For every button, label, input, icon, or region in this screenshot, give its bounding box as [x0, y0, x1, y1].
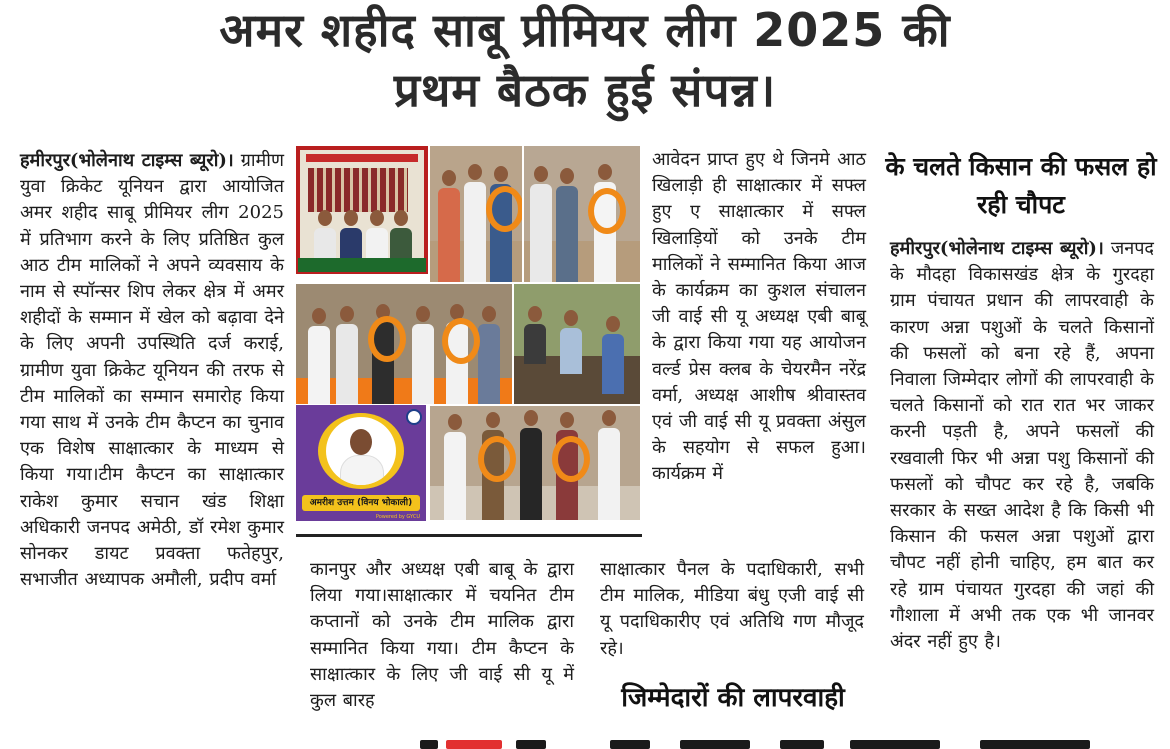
dateline: हमीरपुर(भोलेनाथ टाइम्स ब्यूरो)। — [20, 150, 234, 171]
portrait-tag: Powered by GYCU — [375, 514, 420, 520]
ceremony-photo — [430, 146, 522, 282]
headline — [20, 0, 1150, 120]
side-article-headline: के चलते किसान की फसल हो रही चौपट — [885, 152, 1157, 219]
logo-icon — [406, 409, 422, 425]
divider — [296, 534, 642, 537]
portrait-card — [296, 405, 426, 521]
article-column-1 — [20, 148, 284, 593]
ceremony-photo — [524, 146, 640, 282]
portrait-name: अमरीश उत्तम (विनय भोकाली) — [302, 495, 420, 511]
dateline: हमीरपुर(भोलेनाथ टाइम्स ब्यूरो)। — [890, 238, 1104, 259]
article-text: आवेदन प्राप्त हुए थे जिनमे आठ खिलाड़ी ही साक्षात्कार में सफ्ल हुए ए साक्षात्कार में सफ्ल खिलाड़ियों को उनके टीम मालिकों ने सम्मानित किया आज के कार्यक्रम का कुशल संचालन जी वाई सी यू अध्यक्ष एबी बाबू के द्वारा किया गया यह आयोजन वर्ल्ड प्रेस क्लब के चेयरमैन नरेंद्र वर्मा, अध्यक्ष आशीष श्रीवास्तव एवं जी वाई सी यू प्रवक्ता अंसुल के सहयोग से सफल हुआ। कार्यक्रम में — [652, 149, 866, 485]
banner-photo — [296, 146, 428, 274]
article-column-3 — [652, 147, 866, 488]
article-text: ग्रामीण युवा क्रिकेट यूनियन द्वारा आयोजित अमर शहीद साबू प्रीमियर लीग 2025 में प्रतिभाग करने के लिए प्रतिष्ठित कुल आठ टीम मालिकों ने अपने व्यवसाय के नाम से स्पॉन्सर शिप लेकर क्षेत्र में अमर शहीदों के सम्मान में खेल को बढ़ावा देने के लिए अपनी उपस्थिति दर्ज कराई, ग्रामीण युवा क्रिकेट यूनियन की तरफ से टीम मालिकों का सम्मान समारोह किया गया साथ में उनके टीम कैप्टन का चुनाव एक विशेष साक्षात्कार के माध्यम से किया गया।टीम कैप्टन का साक्षात्कार राकेश कुमार सचान खंड शिक्षा अधिकारी जनपद अमेठी, डॉ रमेश कुमार सोनकर डायट प्रवक्ता फतेहपुर, सभाजीत अध्यापक अमौली, प्रदीप वर्मा — [20, 150, 284, 591]
subheading-negligence: जिम्मेदारों की लापरवाही — [621, 683, 845, 713]
next-headline-cutoff — [420, 738, 1120, 749]
article-column-3-continued — [600, 557, 864, 662]
article-text: साक्षात्कार पैनल के पदाधिकारी, सभी टीम मालिक, मीडिया बंधु एजी वाई सी यू पदाधिकारीए एवं अतिथि गण मौजूद रहे। — [600, 559, 864, 659]
ceremony-photo — [296, 284, 512, 404]
ceremony-photo — [430, 406, 640, 520]
article-text: कानपुर और अध्यक्ष एबी बाबू के द्वारा लिया गया।साक्षात्कार में चयनित टीम कप्तानों को उनके टीम मालिक द्वारा सम्मानित किया गया। टीम कैप्टन के साक्षात्कार के लिए जी वाई सी यू में कुल बारह — [310, 559, 574, 712]
headline-line-2: प्रथम बैठक हुई संपन्न। — [393, 63, 777, 117]
planting-photo — [514, 284, 640, 404]
article-text: जनपद के मौदहा विकासखंड क्षेत्र के गुरदहा ग्राम पंचायत प्रधान की लापरवाही के कारण अन्ना पशुओं के चलते किसानों की फसलों को बना रहे हैं, अपना निवाला जिम्मेदार लोगों की लापरवाही के चलते किसानों को रात रात भर जाकर करनी पड़ती है, अपने फसलों की रखवाली फिर भी अन्ना पशु किसानों की फसलों को चौपट कर रहे है, जबकि सरकार के सख्त आदेश है कि किसी भी किसान की फसल अन्ना पशुओं द्वारा चौपट नहीं होनी चाहिए, हम बात कर रहे ग्राम पंचायत गुरदहा की जहां की गौशाला में अभी तक एक भी जानवर अंदर नहीं हुए है। — [890, 238, 1154, 653]
headline-line-1: अमर शहीद साबू प्रीमियर लीग 2025 की — [219, 3, 951, 57]
side-article-column — [890, 236, 1154, 655]
article-column-2 — [310, 557, 574, 714]
